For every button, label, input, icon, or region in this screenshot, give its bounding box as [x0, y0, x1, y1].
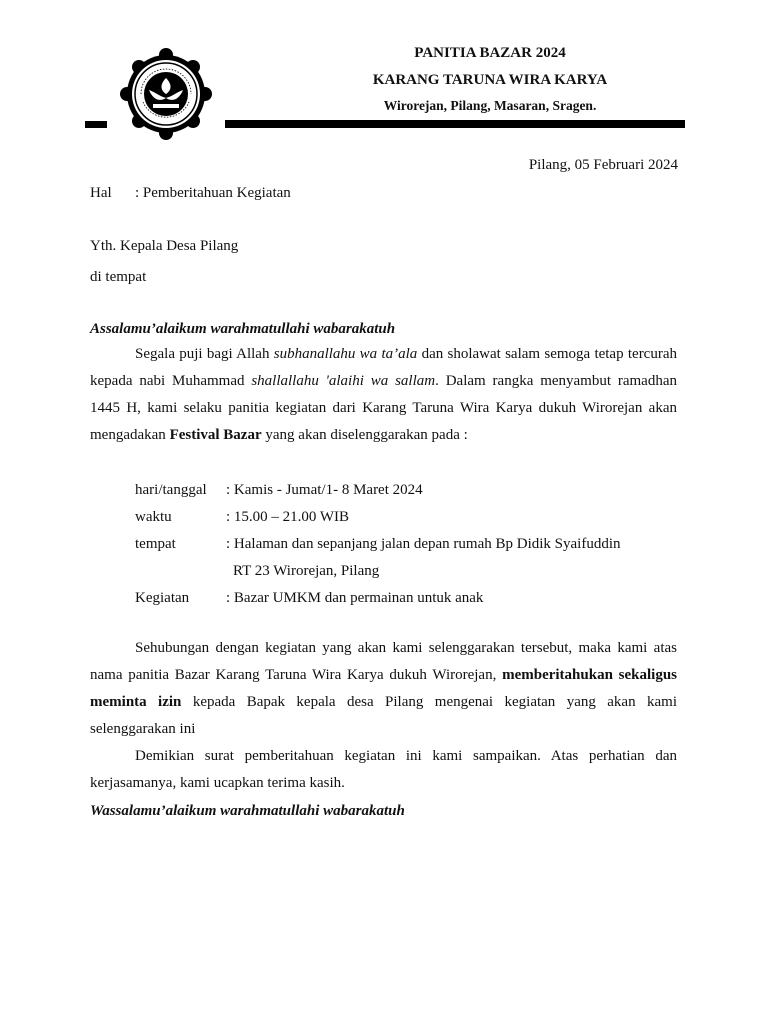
detail-value: : Halaman dan sepanjang jalan depan rumah Bp Didik Syaifuddin [226, 536, 621, 552]
p1-text-c: dan sholawat salam semoga tetap tercurah kepada nabi Muhammad [90, 346, 677, 389]
p2-text-a: Sehubungan dengan kegiatan yang akan kami selenggarakan tersebut, maka kami atas nama panitia Bazar Karang Taruna Wira Karya dukuh Wirorejan, [90, 640, 677, 683]
letter-date: Pilang, 05 Februari 2024 [528, 157, 678, 173]
p1-text-a: Segala puji bagi Allah [135, 346, 274, 362]
detail-value: : Bazar UMKM dan permainan untuk anak [226, 590, 484, 606]
p1-text-g: yang akan diselenggarakan pada : [261, 427, 468, 443]
detail-value: : 15.00 – 21.00 WIB [226, 509, 350, 525]
detail-value: : Kamis - Jumat/1- 8 Maret 2024 [226, 482, 423, 498]
p2-text-bold: memberitahukan sekaligus meminta izin [90, 667, 677, 710]
recipient-place: di tempat [90, 269, 147, 285]
detail-label: waktu [135, 509, 172, 525]
subject-value: : Pemberitahuan Kegiatan [135, 185, 291, 201]
p1-text-italic-1: subhanallahu wa ta’ala [273, 346, 418, 362]
detail-label: tempat [135, 536, 176, 552]
p1-text-italic-2: shallallahu 'alaihi wa sallam [251, 373, 436, 389]
p1-text-e: . Dalam rangka menyambut ramadhan 1445 H, kami selaku panitia kegiatan dari Karang Taruna Wira Karya dukuh Wirorejan akan mengadakan [90, 373, 677, 443]
letterhead-rule-left [85, 121, 107, 128]
letterhead-organization: KARANG TARUNA WIRA KARYA [372, 72, 608, 88]
opening-paragraph [90, 341, 677, 449]
detail-label: hari/tanggal [135, 482, 207, 498]
detail-value-line2: RT 23 Wirorejan, Pilang [233, 563, 380, 579]
p2-text-c: kepada Bapak kepala desa Pilang mengenai kegiatan yang akan kami selenggarakan ini [90, 694, 677, 737]
opening-greeting: Assalamu’alaikum warahmatullahi wabarakatuh [90, 321, 396, 337]
closing-paragraph: Demikian surat pemberitahuan kegiatan ini kami sampaikan. Atas perhatian dan kerjasamanya, kami ucapkan terima kasih. [90, 748, 677, 791]
letterhead-committee: PANITIA BAZAR 2024 [414, 45, 566, 61]
letterhead-rule-right [225, 120, 685, 128]
subject-label: Hal [90, 185, 112, 201]
closing-greeting: Wassalamu’alaikum warahmatullahi wabarakatuh [90, 803, 405, 819]
organization-emblem [113, 44, 219, 144]
request-paragraph [90, 635, 677, 743]
recipient: Yth. Kepala Desa Pilang [90, 238, 239, 254]
letterhead-address: Wirorejan, Pilang, Masaran, Sragen. [383, 98, 597, 113]
p1-event-name: Festival Bazar [169, 427, 262, 443]
detail-label: Kegiatan [135, 590, 190, 606]
